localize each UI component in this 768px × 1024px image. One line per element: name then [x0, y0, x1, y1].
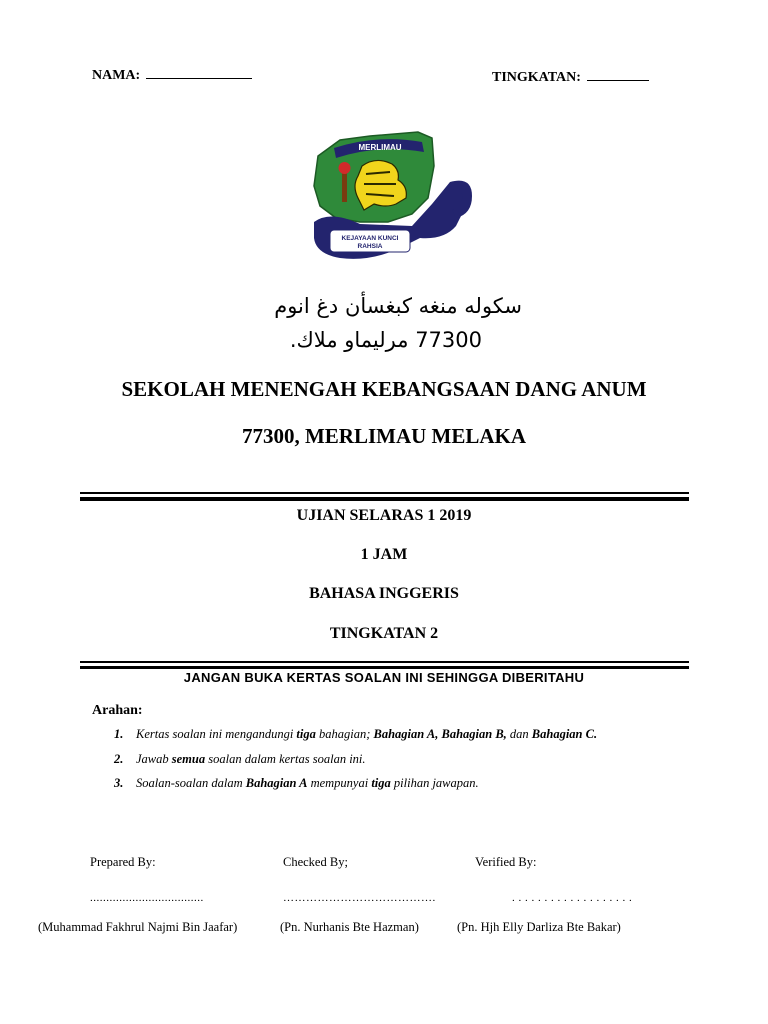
tingkatan-blank	[587, 68, 649, 81]
divider-thick-bottom	[80, 666, 689, 669]
divider-thin-bottom	[80, 661, 689, 663]
nama-blank	[146, 66, 252, 79]
divider-thin-top	[80, 492, 689, 494]
tingkatan-label: TINGKATAN:	[492, 70, 581, 85]
instruction-item-2: 2. Jawab semua soalan dalam kertas soalan ini.	[114, 752, 366, 766]
exam-duration: 1 JAM	[360, 546, 408, 563]
instruction-item-1: 1. Kertas soalan ini mengandungi tiga bahagian; Bahagian A, Bahagian B, dan Bahagian C.	[114, 727, 598, 741]
instructions-title: Arahan:	[92, 703, 143, 718]
tingkatan-field	[492, 68, 649, 86]
prepared-signature-line: ...................................	[90, 892, 204, 904]
school-address-jawi: 77300 مرليماو ملاك.	[289, 328, 482, 352]
nama-field	[92, 66, 252, 84]
exam-form: TINGKATAN 2	[329, 625, 439, 642]
verified-by-name: (Pn. Hjh Elly Darliza Bte Bakar)	[457, 920, 621, 934]
exam-warning: JANGAN BUKA KERTAS SOALAN INI SEHINGGA DIBERITAHU	[183, 670, 585, 685]
school-name: SEKOLAH MENENGAH KEBANGSAAN DANG ANUM	[121, 377, 647, 401]
prepared-by-name: (Muhammad Fakhrul Najmi Bin Jaafar)	[38, 920, 238, 934]
school-name-jawi: سكوله منغه كبغسأن دغ انوم	[274, 294, 522, 318]
checked-signature-line: ………………………………….	[283, 892, 436, 904]
school-address: 77300, MERLIMAU MELAKA	[241, 424, 527, 448]
crest-motto-text: KEJAYAAN KUNCI	[341, 235, 399, 242]
verified-by-label: Verified By:	[475, 855, 537, 869]
instruction-item-3: 3. Soalan-soalan dalam Bahagian A mempunyai tiga pilihan jawapan.	[114, 776, 479, 790]
nama-label: NAMA:	[92, 68, 141, 83]
divider-thick-top	[80, 497, 689, 501]
school-crest-logo	[300, 126, 480, 268]
prepared-by-label: Prepared By:	[90, 855, 156, 869]
checked-by-name: (Pn. Nurhanis Bte Hazman)	[280, 920, 419, 934]
exam-subject: BAHASA INGGERIS	[309, 585, 459, 602]
checked-by-label: Checked By;	[283, 855, 348, 869]
crest-banner-text: MERLIMAU	[358, 143, 402, 152]
verified-signature-line: . . . . . . . . . . . . . . . . . . .	[512, 892, 633, 904]
svg-text:RAHSIA: RAHSIA	[357, 243, 383, 250]
exam-title: UJIAN SELARAS 1 2019	[296, 507, 472, 524]
